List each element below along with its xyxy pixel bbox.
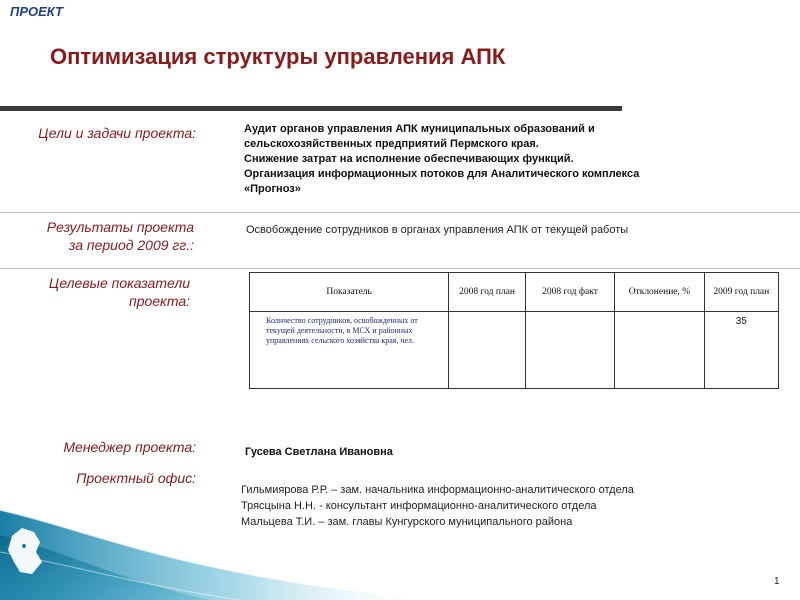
targets-label-line2: проекта: bbox=[128, 293, 190, 309]
office-member: Гильмиярова Р.Р. – зам. начальника информационно-аналитического отдела bbox=[241, 484, 634, 496]
cell-indicator: Количество сотрудников, освобожденных от текущей деятельности, в МСХ и районных управлениях сельского хозяйства края, чел. bbox=[250, 312, 449, 389]
office-label: Проектный офис: bbox=[76, 470, 196, 486]
goals-line: Аудит органов управления АПК муниципальных образований и bbox=[244, 123, 595, 135]
office-member: Мальцева Т.И. – зам. главы Кунгурского муниципального района bbox=[241, 516, 573, 528]
manager-name: Гусева Светлана Ивановна bbox=[245, 446, 393, 458]
results-label-line1: Результаты проекта bbox=[46, 219, 194, 235]
cell-deviation bbox=[615, 312, 704, 389]
section-divider bbox=[0, 268, 800, 269]
col-header-fact-2008: 2008 год факт bbox=[525, 273, 614, 312]
page-number: 1 bbox=[774, 576, 780, 587]
col-header-plan-2008: 2008 год план bbox=[449, 273, 525, 312]
cell-plan-2009: 35 bbox=[704, 312, 778, 389]
section-divider bbox=[0, 212, 800, 213]
cell-plan-2008 bbox=[449, 312, 525, 389]
indicators-table bbox=[249, 272, 779, 389]
col-header-deviation: Отклонение, % bbox=[615, 273, 704, 312]
decorative-wave-graphic bbox=[0, 480, 420, 600]
project-tag: ПРОЕКТ bbox=[10, 4, 63, 19]
results-label-line2: за период 2009 гг.: bbox=[68, 237, 194, 253]
targets-label-line1: Целевые показатели bbox=[48, 275, 190, 291]
cell-fact-2008 bbox=[525, 312, 614, 389]
goals-line: сельскохозяйственных предприятий Пермского края. bbox=[244, 138, 539, 150]
title-divider bbox=[0, 106, 622, 111]
targets-label bbox=[6, 274, 190, 310]
col-header-plan-2009: 2009 год план bbox=[704, 273, 778, 312]
table-header-row bbox=[250, 273, 779, 312]
goals-line: Снижение затрат на исполнение обеспечивающих функций. bbox=[244, 153, 574, 165]
office-member: Трясцына Н.Н. - консультант информационно-аналитического отдела bbox=[241, 500, 597, 512]
table-row bbox=[250, 312, 779, 389]
page-title: Оптимизация структуры управления АПК bbox=[50, 44, 506, 69]
results-label bbox=[6, 218, 194, 254]
goals-line: Организация информационных потоков для Аналитического комплекса bbox=[244, 168, 640, 180]
goals-line: «Прогноз» bbox=[244, 183, 301, 195]
manager-label: Менеджер проекта: bbox=[63, 439, 196, 455]
col-header-indicator: Показатель bbox=[250, 273, 449, 312]
results-text: Освобождение сотрудников в органах управления АПК от текущей работы bbox=[246, 224, 629, 236]
goals-text bbox=[244, 122, 784, 197]
goals-label: Цели и задачи проекта: bbox=[38, 125, 196, 141]
